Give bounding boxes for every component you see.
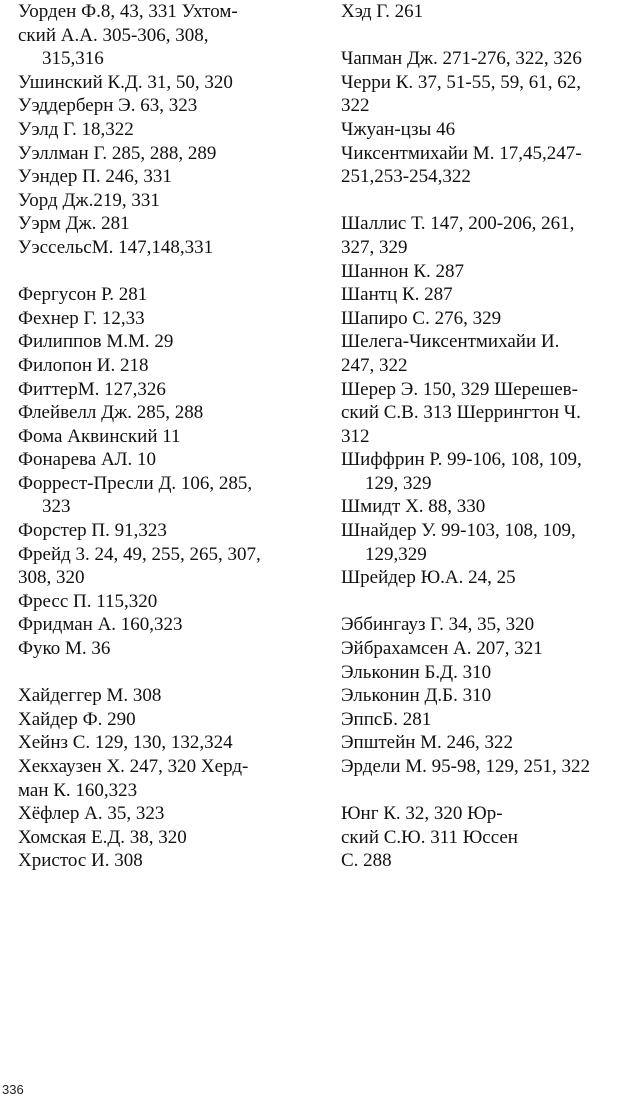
section-gap [341, 189, 620, 213]
index-entry-line: 322 [341, 95, 370, 117]
index-entry-line: Эльконин Б.Д. 310 [341, 661, 492, 683]
index-entry-line: Фергусон Р. 281 [18, 284, 148, 306]
section-gap [18, 661, 310, 685]
index-entry-line: Филопон И. 218 [18, 354, 149, 376]
index-entry-line: 129,329 [365, 543, 427, 565]
index-entry-line: Хекхаузен X. 247, 320 Херд- [18, 756, 249, 777]
index-entry-line: Христос И. 308 [18, 850, 143, 872]
index-entry-line: 308, 320 [18, 567, 85, 589]
section-gap [341, 590, 620, 614]
index-entry-line: Фуко М. 36 [18, 638, 111, 660]
index-entry-line: 247, 322 [341, 354, 408, 376]
index-entry-line: Хэд Г. 261 [341, 1, 424, 22]
index-entry-line: ский С.Ю. 311 Юссен [341, 826, 518, 848]
index-entry-line: 327, 329 [341, 236, 408, 258]
index-entry-line: Эббингауз Г. 34, 35, 320 [341, 614, 535, 636]
index-entry-line: Хейнз С. 129, 130, 132,324 [18, 732, 233, 754]
index-entry-line: УэссельсМ. 147,148,331 [18, 236, 214, 258]
index-entry-line: Чиксентмихайи М. 17,45,247- [341, 142, 582, 164]
index-entry-line: Шантц К. 287 [341, 284, 453, 306]
index-column-left [18, 0, 310, 873]
index-entry-line: Эпштейн М. 246, 322 [341, 732, 514, 754]
section-gap [341, 24, 620, 48]
page-number: 336 [2, 1082, 24, 1097]
index-entry-line: Ушинский К.Д. 31, 50, 320 [18, 71, 233, 93]
index-entry-line: Шрейдер Ю.А. 24, 25 [341, 567, 516, 589]
index-entry-line: Уэрм Дж. 281 [18, 213, 130, 235]
index-entry-line: Фрейд 3. 24, 49, 255, 265, 307, [18, 543, 261, 565]
index-entry-line: ЭппсБ. 281 [341, 708, 432, 730]
index-entry-line: Флейвелл Дж. 285, 288 [18, 402, 204, 424]
index-entry-line: Эйбрахамсен А. 207, 321 [341, 638, 543, 660]
index-entry-line: Филиппов М.М. 29 [18, 331, 174, 353]
index-entry-line: Форстер П. 91,323 [18, 520, 167, 542]
index-entry-line: Фонарева АЛ. 10 [18, 449, 157, 471]
index-entry-line: Черри К. 37, 51-55, 59, 61, 62, [341, 71, 581, 93]
index-entry-line: Хомская Е.Д. 38, 320 [18, 826, 187, 848]
index-entry-line: Хёфлер А. 35, 323 [18, 803, 165, 825]
index-entry-line: ФиттерМ. 127,326 [18, 378, 166, 400]
index-entry-line: Хайдеггер М. 308 [18, 685, 162, 707]
index-entry-line: Эльконин Д.Б. 310 [341, 685, 492, 707]
index-entry-line: Уорден Ф.8, 43, 331 Ухтом- [18, 1, 238, 22]
index-entry-line: Эрдели М. 95-98, 129, 251, 322 [341, 756, 591, 777]
index-entry-line: 315,316 [42, 48, 104, 70]
index-entry-line: Уэндер П. 246, 331 [18, 166, 172, 188]
index-entry-line: 251,253-254,322 [341, 166, 471, 188]
index-entry-line: Шнайдер У. 99-103, 108, 109, [341, 520, 576, 542]
index-entry-line: 323 [42, 496, 71, 518]
index-entry-line: 129, 329 [365, 472, 432, 494]
index-entry-line: Фома Аквинский 11 [18, 425, 181, 447]
index-entry-line: 312 [341, 425, 370, 447]
index-column-right [341, 0, 620, 873]
index-entry-line: С. 288 [341, 850, 392, 872]
index-entry-line: Уорд Дж.219, 331 [18, 189, 160, 211]
index-entry-line: Фридман А. 160,323 [18, 614, 183, 636]
index-entry-line: Шиффрин Р. 99-106, 108, 109, [341, 449, 582, 471]
index-entry-line: Фресс П. 115,320 [18, 590, 158, 612]
index-entry-line: Шерер Э. 150, 329 Шерешев- [341, 378, 578, 400]
index-entry-line: Чжуан-цзы 46 [341, 118, 456, 140]
section-gap [341, 779, 620, 803]
index-entry-line: Шаллис Т. 147, 200-206, 261, [341, 213, 575, 235]
index-entry-line: Чапман Дж. 271-276, 322, 326 [341, 48, 582, 70]
index-entry-line: Шапиро С. 276, 329 [341, 307, 502, 329]
index-entry-line: ский А.А. 305-306, 308, [18, 24, 209, 46]
index-entry-line: Юнг К. 32, 320 Юр- [341, 803, 503, 825]
index-entry-line: Форрест-Пресли Д. 106, 285, [18, 472, 253, 494]
index-entry-line: Шелега-Чиксентмихайи И. [341, 331, 560, 353]
index-entry-line: Фехнер Г. 12,33 [18, 307, 145, 329]
section-gap [18, 260, 310, 284]
index-entry-line: ман К. 160,323 [18, 779, 138, 801]
index-entry-line: Хайдер Ф. 290 [18, 708, 136, 730]
index-entry-line: Уэлд Г. 18,322 [18, 118, 134, 140]
index-entry-line: ский С.В. 313 Шеррингтон Ч. [341, 402, 581, 424]
index-entry-line: Уэддерберн Э. 63, 323 [18, 95, 198, 117]
index-entry-line: Шмидт X. 88, 330 [341, 496, 486, 518]
index-entry-line: Шаннон К. 287 [341, 260, 465, 282]
index-entry-line: Уэллман Г. 285, 288, 289 [18, 142, 217, 164]
